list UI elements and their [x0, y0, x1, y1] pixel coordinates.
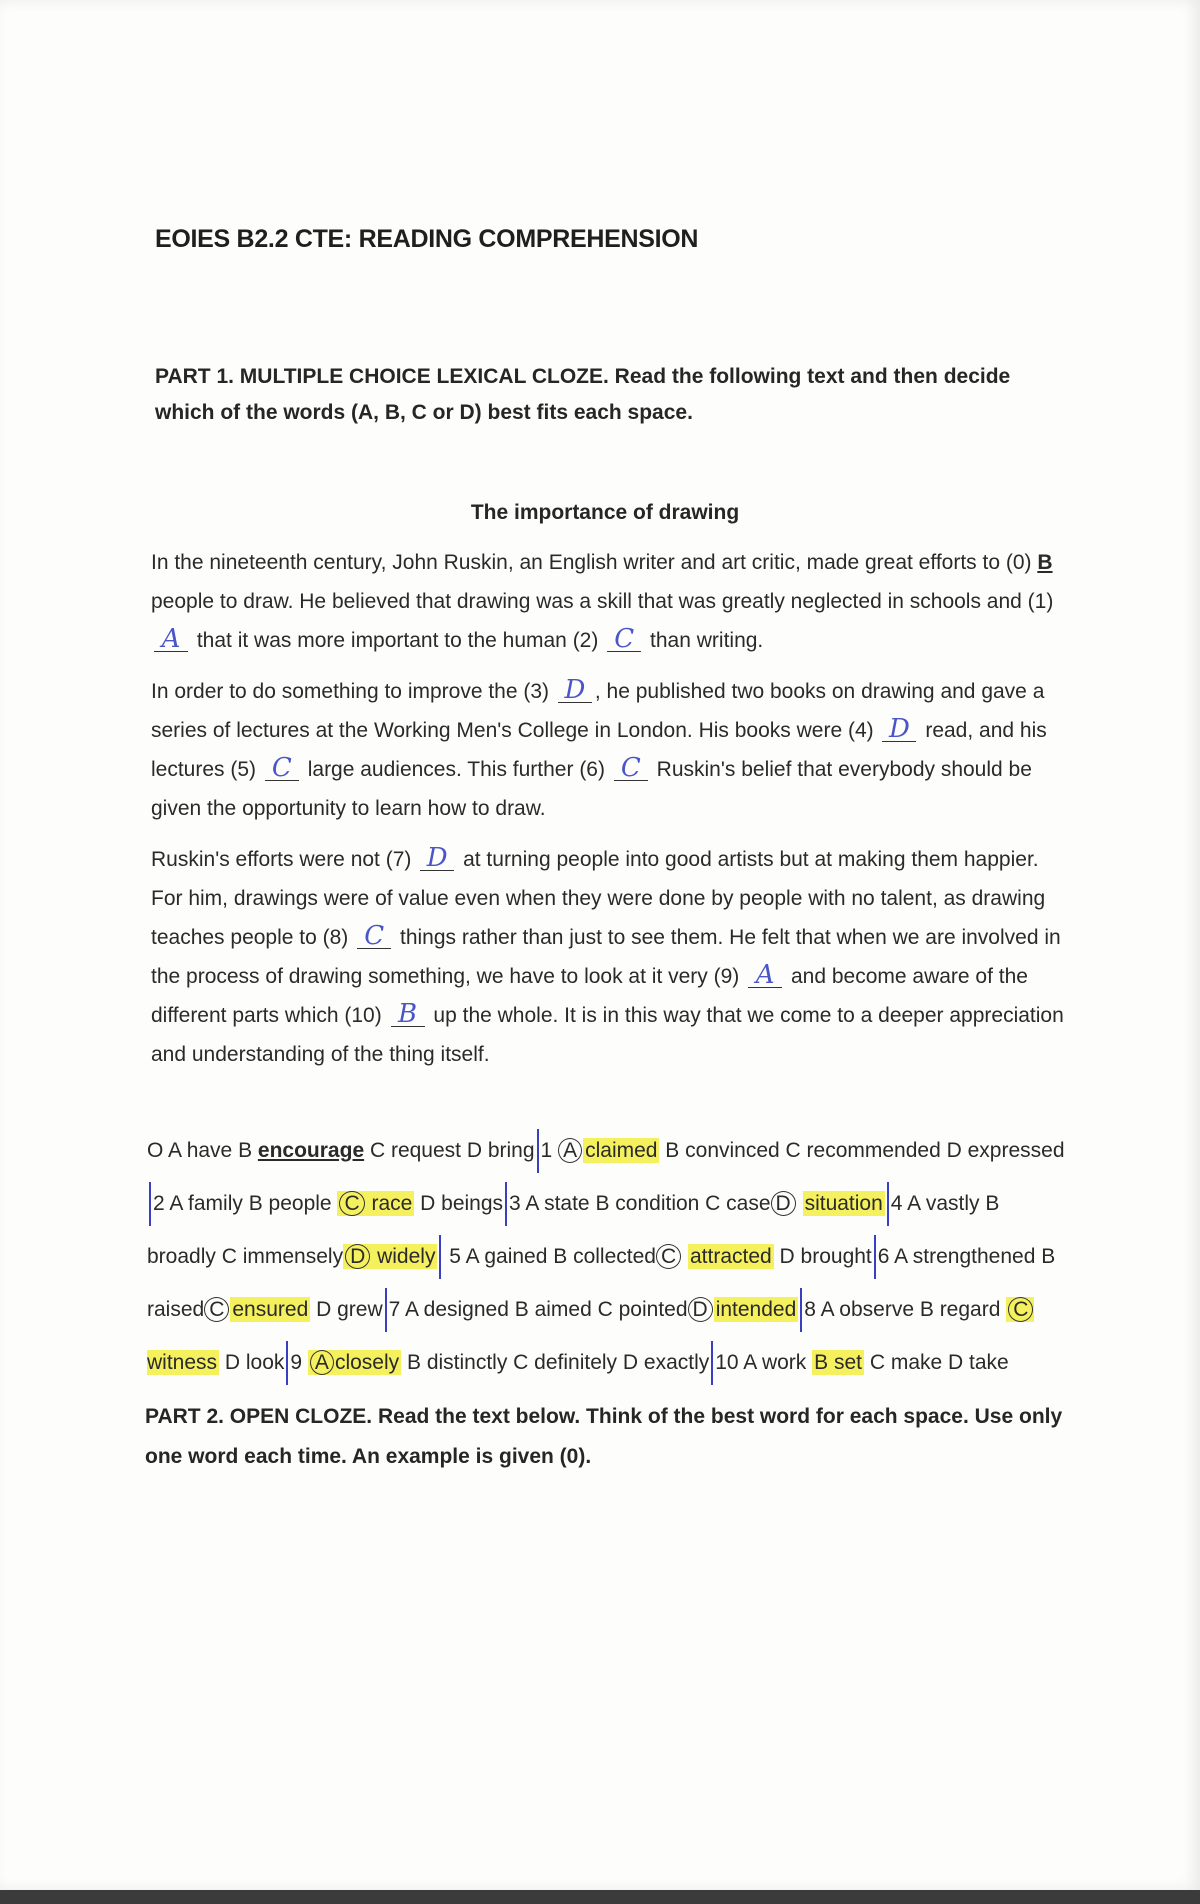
answer-blank-9[interactable]: A — [748, 963, 782, 988]
answer-blank-5[interactable]: C — [265, 756, 299, 781]
highlighted-option[interactable]: situation — [804, 1192, 883, 1215]
text-title: The importance of drawing — [470, 501, 740, 524]
circled-letter[interactable]: C — [656, 1244, 681, 1269]
answer-blank-4[interactable]: D — [882, 717, 916, 742]
circled-letter[interactable]: D — [771, 1191, 796, 1216]
option-text: C make D take — [864, 1351, 1009, 1374]
circled-letter[interactable]: D — [345, 1244, 370, 1269]
option-text: 10 A work — [715, 1351, 807, 1374]
highlighted-option[interactable] — [343, 1244, 437, 1269]
text-run: things rather than just to see them. He felt that when we are involved in the process of drawing something, we have to look at it very (9) — [151, 926, 1061, 988]
option-text: D beings — [414, 1192, 504, 1215]
answer-blank-2[interactable]: C — [607, 627, 641, 652]
option-text: 9 — [290, 1351, 303, 1374]
circled-letter[interactable]: C — [339, 1191, 364, 1216]
text-run: that it was more important to the human (2) — [196, 629, 599, 652]
option-text: 4 A vastly B broadly C immensely — [147, 1192, 1000, 1268]
option-text: O A have B — [147, 1139, 253, 1162]
highlighted-option[interactable] — [337, 1191, 414, 1216]
option-text: D brought — [773, 1245, 872, 1268]
example-option: encourage — [257, 1139, 365, 1162]
text-run: at turning people into good artists but at making them happier. For him, drawings were of value even when they were done by people with no talent, as drawing teaches people to (8) — [151, 848, 1046, 949]
option-word: witness — [147, 1351, 218, 1374]
option-text: C request D bring — [364, 1139, 535, 1162]
pen-divider — [149, 1182, 151, 1226]
paragraph-2 — [151, 672, 1065, 828]
option-text: B distinctly C definitely D exactly — [401, 1351, 710, 1374]
pen-divider — [385, 1288, 387, 1332]
circled-letter[interactable]: C — [1008, 1297, 1033, 1322]
document-title: EOIES B2.2 CTE: READING COMPREHENSION — [155, 225, 699, 253]
option-text: B convinced C recommended D expressed — [659, 1139, 1065, 1162]
pen-divider — [800, 1288, 802, 1332]
pen-divider — [874, 1235, 876, 1279]
text-run: , he published two books on drawing and gave a series of lectures at the Working Men's College in London. His books were (4) — [151, 680, 1045, 742]
text-run: In the nineteenth century, John Ruskin, an English writer and art critic, made great efforts to (0) — [151, 551, 1032, 574]
text-run: In order to do something to improve the (3) — [151, 680, 550, 703]
answer-blank-8[interactable]: C — [357, 924, 391, 949]
option-text: D look — [219, 1351, 285, 1374]
circled-letter[interactable]: A — [558, 1138, 582, 1163]
option-text: 8 A observe B regard — [804, 1298, 1001, 1321]
text-run: Ruskin's belief that everybody should be given the opportunity to learn how to draw. — [151, 758, 1032, 820]
highlighted-option[interactable]: ensured — [232, 1298, 309, 1321]
text-run: read, and his lectures (5) — [151, 719, 1047, 781]
option-word: race — [365, 1192, 413, 1215]
document-body — [145, 225, 1065, 1477]
pen-divider — [286, 1341, 288, 1385]
option-text: 6 A strengthened B raised — [147, 1245, 1056, 1321]
highlighted-option[interactable]: intended — [715, 1298, 797, 1321]
text-run: large audiences. This further (6) — [307, 758, 605, 781]
text-run: and become aware of the different parts which (10) — [151, 965, 1028, 1027]
highlighted-option[interactable]: B set — [814, 1351, 863, 1374]
paragraph-3 — [151, 840, 1065, 1074]
answer-blank-7[interactable]: D — [420, 846, 454, 871]
highlighted-option[interactable] — [308, 1350, 401, 1375]
answer-blank-6[interactable]: C — [614, 756, 648, 781]
text-run: Ruskin's efforts were not (7) — [151, 848, 412, 871]
part1-heading: PART 1. MULTIPLE CHOICE LEXICAL CLOZE. Read the following text and then decide which of the words (A, B, C or D) best fits each space. — [155, 365, 1011, 424]
option-text: D grew — [310, 1298, 383, 1321]
pen-divider — [711, 1341, 713, 1385]
circled-letter[interactable]: D — [688, 1297, 713, 1322]
pen-divider — [439, 1235, 441, 1279]
answer-blank-1[interactable]: A — [154, 627, 188, 652]
part2-heading: PART 2. OPEN CLOZE. Read the text below. Think of the best word for each space. Use only one word each time. An example is given (0). — [145, 1405, 1063, 1468]
page-bottom-edge — [0, 1890, 1200, 1904]
answer-options — [147, 1124, 1065, 1389]
option-word: closely — [334, 1351, 400, 1374]
text-run: people to draw. He believed that drawing was a skill that was greatly neglected in schools and (1) — [151, 590, 1054, 613]
text-run: than writing. — [650, 629, 764, 652]
answer-blank-10[interactable]: B — [391, 1002, 425, 1027]
option-word: widely — [371, 1245, 436, 1268]
option-text: 7 A designed B aimed C pointed — [388, 1298, 688, 1321]
circled-letter[interactable]: A — [310, 1350, 334, 1375]
option-text: 1 — [540, 1139, 553, 1162]
circled-letter[interactable]: C — [204, 1297, 229, 1322]
text-run: up the whole. It is in this way that we come to a deeper appreciation and understanding of the thing itself. — [151, 1004, 1064, 1066]
highlighted-option[interactable]: claimed — [585, 1139, 658, 1162]
option-text: 5 A gained B collected — [449, 1245, 656, 1268]
pen-divider — [537, 1129, 539, 1173]
example-answer-0: B — [1037, 551, 1053, 574]
paragraph-1 — [151, 543, 1065, 660]
answer-blank-3[interactable]: D — [558, 678, 592, 703]
option-text: 3 A state B condition C case — [509, 1192, 771, 1215]
option-text: 2 A family B people — [153, 1192, 332, 1215]
highlighted-option[interactable]: attracted — [689, 1245, 772, 1268]
pen-divider — [887, 1182, 889, 1226]
pen-divider — [505, 1182, 507, 1226]
